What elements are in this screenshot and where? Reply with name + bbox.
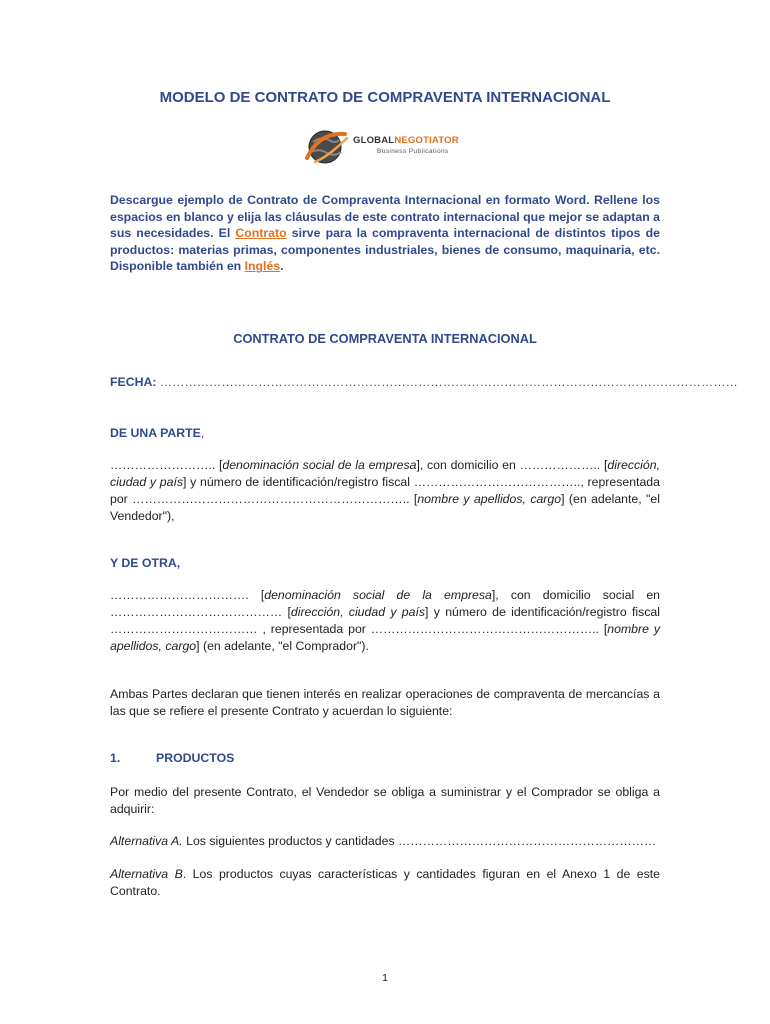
globe-logo-icon — [305, 126, 349, 166]
logo-name-part1: GLOBAL — [353, 135, 395, 146]
fecha-label: FECHA: — [110, 375, 157, 389]
global-negotiator-logo — [305, 124, 475, 168]
logo-name-part2: NEGOTIATOR — [394, 135, 459, 146]
section1-number: 1. — [110, 751, 121, 765]
parte2-heading: Y DE OTRA, — [110, 556, 181, 570]
page-number: 1 — [382, 972, 388, 984]
logo-tagline: Business Publications — [377, 148, 449, 155]
alternativa-a: Alternativa A. Los siguientes productos y cantidades ……………………………………………………… — [110, 834, 657, 848]
intro-paragraph: Descargue ejemplo de Contrato de Compraventa Internacional en formato Word. Rellene los espacios en blanco y elija las cláusulas de este contrato internacional que mejor se adaptan a sus necesidades. El Contrato sirve para la compraventa internacional de distintos tipos de productos: materias primas, componentes industriales, bienes de consumo, maquinaria, etc. Disponible también en Inglés. — [110, 193, 660, 274]
section1-title: PRODUCTOS — [156, 751, 235, 765]
fecha-line — [110, 375, 738, 389]
section1-body: Por medio del presente Contrato, el Vendedor se obliga a suministrar y el Comprador se obliga a adquirir: — [110, 785, 660, 816]
parte1-paragraph: …………………….. [denominación social de la empresa], con domicilio en ……………….. [dirección, ciudad y país] y número de identificación/registro fiscal ………………………………….., representada por ………………………………………………………….. [nombre y apellidos, cargo] (en adelante, "el Vendedor"), — [110, 458, 661, 523]
section1-heading — [110, 751, 234, 765]
parte2-paragraph: ……………………………. [denominación social de la empresa], con domicilio social en …………………………………… [dirección, ciudad y país] y número de identificación/registro fiscal ……………………………… , representada por ……………………………………………….. [nombre y apellidos, cargo] (en adelante, "el Comprador"). — [110, 588, 660, 653]
contrato-link[interactable]: Contrato — [235, 226, 287, 241]
parte1-heading: DE UNA PARTE, — [110, 426, 205, 440]
ambas-paragraph: Ambas Partes declaran que tienen interés en realizar operaciones de compraventa de mercancías a las que se refiere el presente Contrato y acuerdan lo siguiente: — [110, 687, 660, 718]
document-title: MODELO DE CONTRATO DE COMPRAVENTA INTERNACIONAL — [159, 89, 611, 106]
contract-heading: CONTRATO DE COMPRAVENTA INTERNACIONAL — [233, 331, 537, 346]
fecha-dots: …………………………………………………………………………………………………………………………… — [156, 375, 738, 389]
alternativa-b: Alternativa B. Los productos cuyas características y cantidades figuran en el Anexo 1 de este Contrato. — [110, 867, 660, 898]
ingles-link[interactable]: Inglés — [244, 259, 281, 274]
